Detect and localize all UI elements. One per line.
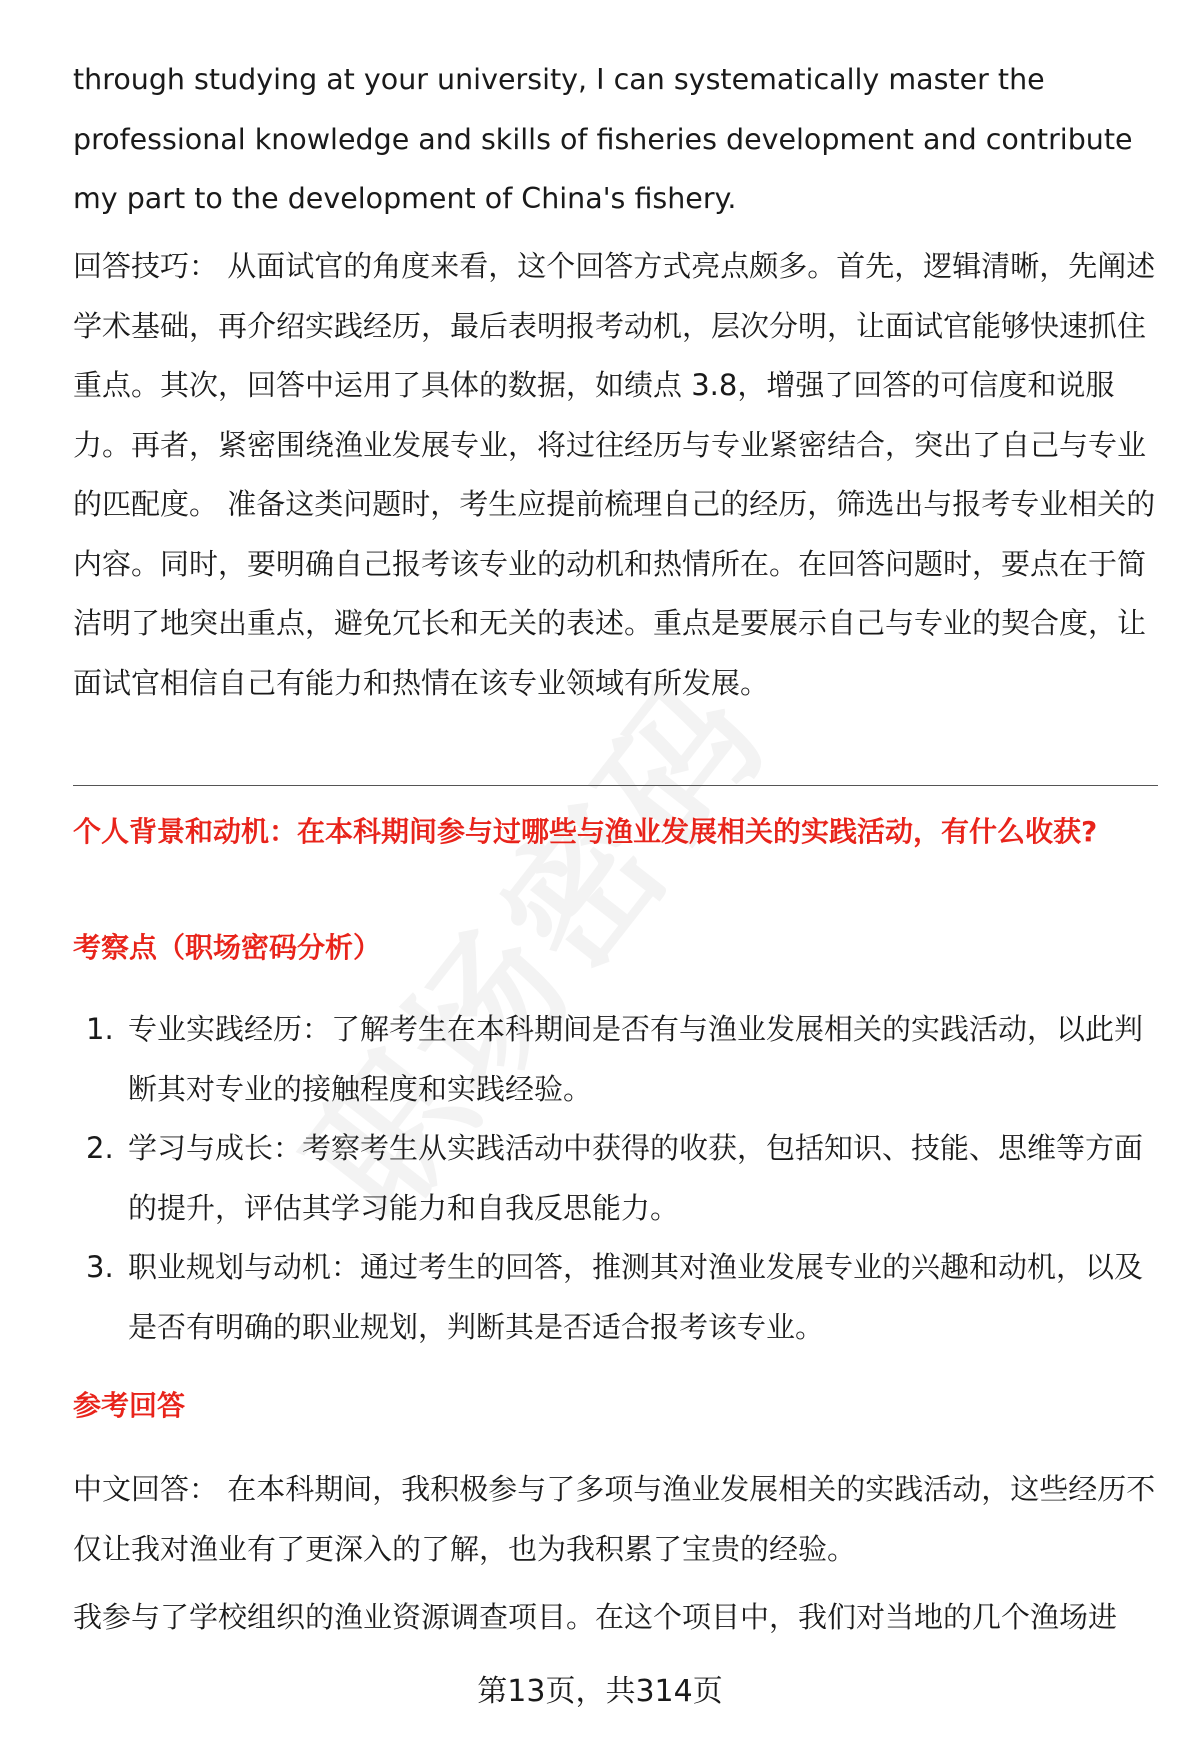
list-item-text: 职业规划与动机：通过考生的回答，推测其对渔业发展专业的兴趣和动机，以及是否有明确的职业规划，判断其是否适合报考该专业。 — [128, 1250, 1144, 1344]
answer-chinese-paragraph-2: 我参与了学校组织的渔业资源调查项目。在这个项目中，我们对当地的几个渔场进 — [73, 1600, 1118, 1634]
reference-answer-heading: 参考回答 — [73, 1389, 186, 1422]
list-item-number: 1. — [86, 1012, 114, 1046]
list-item — [73, 1119, 1158, 1238]
answer-tips-paragraph: 回答技巧： 从面试官的角度来看，这个回答方式亮点颇多。首先，逻辑清晰，先阐述学术基础，再介绍实践经历，最后表明报考动机，层次分明，让面试官能够快速抓住重点。其次，回答中运用了具体的数据，如绩点 3.8，增强了回答的可信度和说服力。再者，紧密围绕渔业发展专业，将过往经历与专业紧密结合，突出了自己与专业的匹配度。 准备这类问题时，考生应提前梳理自己的经历，筛选出与报考专业相关的内容。同时，要明确自己报考该专业的动机和热情所在。在回答问题时，要点在于简洁明了地突出重点，避免冗长和无关的表述。重点是要展示自己与专业的契合度，让面试官相信自己有能力和热情在该专业领域有所发展。 — [73, 249, 1156, 700]
section-divider — [73, 785, 1158, 786]
list-item-text: 学习与成长：考察考生从实践活动中获得的收获，包括知识、技能、思维等方面的提升，评估其学习能力和自我反思能力。 — [128, 1131, 1144, 1225]
answer-chinese-paragraph: 中文回答： 在本科期间，我积极参与了多项与渔业发展相关的实践活动，这些经历不仅让我对渔业有了更深入的了解，也为我积累了宝贵的经验。 — [73, 1472, 1156, 1566]
list-item-number: 2. — [86, 1131, 114, 1165]
question-heading: 个人背景和动机：在本科期间参与过哪些与渔业发展相关的实践活动，有什么收获? — [73, 815, 1098, 848]
list-item-number: 3. — [86, 1250, 114, 1284]
intro-english-paragraph: through studying at your university, I can systematically master the professional knowledge and skills of fisheries development and contribute my part to the development of China's fishery. — [73, 63, 1133, 215]
list-item — [73, 1238, 1158, 1357]
page-number-footer: 第13页，共314页 — [477, 1674, 723, 1709]
list-item-text: 专业实践经历：了解考生在本科期间是否有与渔业发展相关的实践活动，以此判断其对专业的接触程度和实践经验。 — [128, 1012, 1144, 1106]
assessment-heading: 考察点（职场密码分析） — [73, 931, 382, 964]
assessment-list — [73, 1000, 1158, 1357]
list-item — [73, 1000, 1158, 1119]
